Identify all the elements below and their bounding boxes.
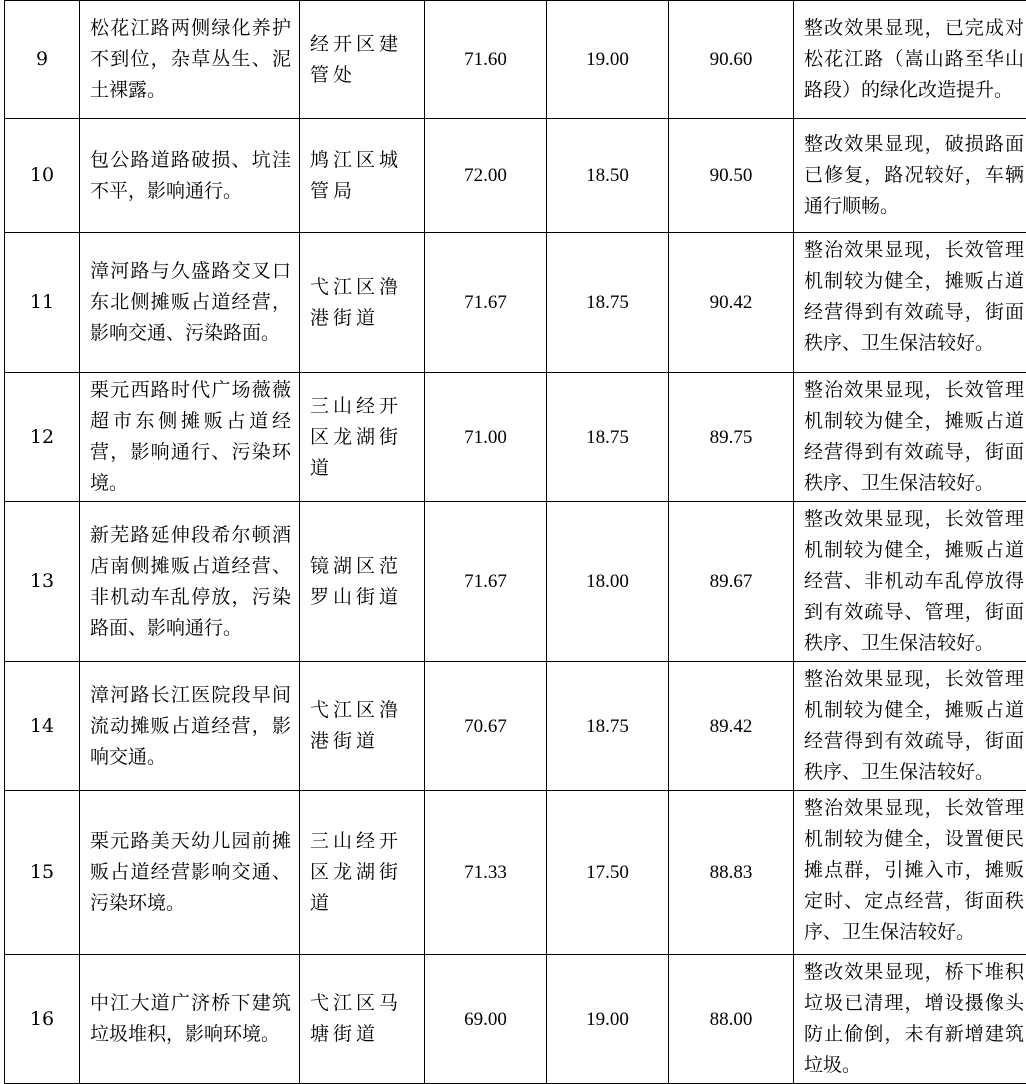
issue-description: 栗元路美天幼儿园前摊贩占道经营影响交通、污染环境。 xyxy=(80,791,300,955)
table-row xyxy=(5,662,1026,791)
responsible-unit: 镜湖区范罗山街道 xyxy=(300,502,425,662)
row-number: 10 xyxy=(5,119,80,233)
score-1: 71.00 xyxy=(425,373,547,502)
score-2: 19.00 xyxy=(547,1,669,119)
total-score: 89.42 xyxy=(669,662,794,791)
rectification-effect: 整改效果显现，破损路面已修复，路况较好，车辆通行顺畅。 xyxy=(794,119,1026,233)
responsible-unit: 弋江区澛港街道 xyxy=(300,233,425,373)
score-2: 18.75 xyxy=(547,373,669,502)
total-score: 89.75 xyxy=(669,373,794,502)
score-1: 71.60 xyxy=(425,1,547,119)
score-1: 70.67 xyxy=(425,662,547,791)
score-2: 18.75 xyxy=(547,662,669,791)
rectification-effect: 整治效果显现，长效管理机制较为健全，设置便民摊点群，引摊入市，摊贩定时、定点经营，街面秩序、卫生保洁较好。 xyxy=(794,791,1026,955)
table-row xyxy=(5,502,1026,662)
issue-description: 松花江路两侧绿化养护不到位，杂草丛生、泥土裸露。 xyxy=(80,1,300,119)
total-score: 89.67 xyxy=(669,502,794,662)
rectification-effect: 整改效果显现，已完成对松花江路（嵩山路至华山路段）的绿化改造提升。 xyxy=(794,1,1026,119)
rectification-effect: 整治效果显现，长效管理机制较为健全，摊贩占道经营得到有效疏导，街面秩序、卫生保洁较好。 xyxy=(794,233,1026,373)
row-number: 16 xyxy=(5,955,80,1084)
score-1: 71.33 xyxy=(425,791,547,955)
issue-description: 中江大道广济桥下建筑垃圾堆积，影响环境。 xyxy=(80,955,300,1084)
responsible-unit: 经开区建管处 xyxy=(300,1,425,119)
score-1: 72.00 xyxy=(425,119,547,233)
issue-description: 新芜路延伸段希尔顿酒店南侧摊贩占道经营、非机动车乱停放，污染路面、影响通行。 xyxy=(80,502,300,662)
row-number: 11 xyxy=(5,233,80,373)
issue-description: 栗元西路时代广场薇薇超市东侧摊贩占道经营，影响通行、污染环境。 xyxy=(80,373,300,502)
score-1: 71.67 xyxy=(425,233,547,373)
rectification-effect: 整治效果显现，长效管理机制较为健全，摊贩占道经营得到有效疏导，街面秩序、卫生保洁较好。 xyxy=(794,662,1026,791)
rectification-table xyxy=(4,0,1026,1084)
row-number: 15 xyxy=(5,791,80,955)
table-row xyxy=(5,1,1026,119)
score-1: 71.67 xyxy=(425,502,547,662)
table-row xyxy=(5,791,1026,955)
total-score: 88.00 xyxy=(669,955,794,1084)
responsible-unit: 三山经开区龙湖街道 xyxy=(300,791,425,955)
table-row xyxy=(5,233,1026,373)
score-1: 69.00 xyxy=(425,955,547,1084)
issue-description: 包公路道路破损、坑洼不平，影响通行。 xyxy=(80,119,300,233)
row-number: 12 xyxy=(5,373,80,502)
responsible-unit: 鸠江区城管局 xyxy=(300,119,425,233)
row-number: 9 xyxy=(5,1,80,119)
score-2: 18.50 xyxy=(547,119,669,233)
rectification-effect: 整改效果显现，桥下堆积垃圾已清理，增设摄像头防止偷倒，未有新增建筑垃圾。 xyxy=(794,955,1026,1084)
row-number: 13 xyxy=(5,502,80,662)
rectification-effect: 整改效果显现，长效管理机制较为健全，摊贩占道经营、非机动车乱停放得到有效疏导、管理，街面秩序、卫生保洁较好。 xyxy=(794,502,1026,662)
total-score: 90.50 xyxy=(669,119,794,233)
table-row xyxy=(5,119,1026,233)
score-2: 18.00 xyxy=(547,502,669,662)
total-score: 88.83 xyxy=(669,791,794,955)
responsible-unit: 三山经开区龙湖街道 xyxy=(300,373,425,502)
rectification-effect: 整治效果显现，长效管理机制较为健全，摊贩占道经营得到有效疏导，街面秩序、卫生保洁较好。 xyxy=(794,373,1026,502)
score-2: 18.75 xyxy=(547,233,669,373)
table-row xyxy=(5,373,1026,502)
total-score: 90.42 xyxy=(669,233,794,373)
responsible-unit: 弋江区澛港街道 xyxy=(300,662,425,791)
responsible-unit: 弋江区马塘街道 xyxy=(300,955,425,1084)
row-number: 14 xyxy=(5,662,80,791)
total-score: 90.60 xyxy=(669,1,794,119)
table-row xyxy=(5,955,1026,1084)
score-2: 19.00 xyxy=(547,955,669,1084)
issue-description: 漳河路与久盛路交叉口东北侧摊贩占道经营，影响交通、污染路面。 xyxy=(80,233,300,373)
score-2: 17.50 xyxy=(547,791,669,955)
issue-description: 漳河路长江医院段早间流动摊贩占道经营，影响交通。 xyxy=(80,662,300,791)
